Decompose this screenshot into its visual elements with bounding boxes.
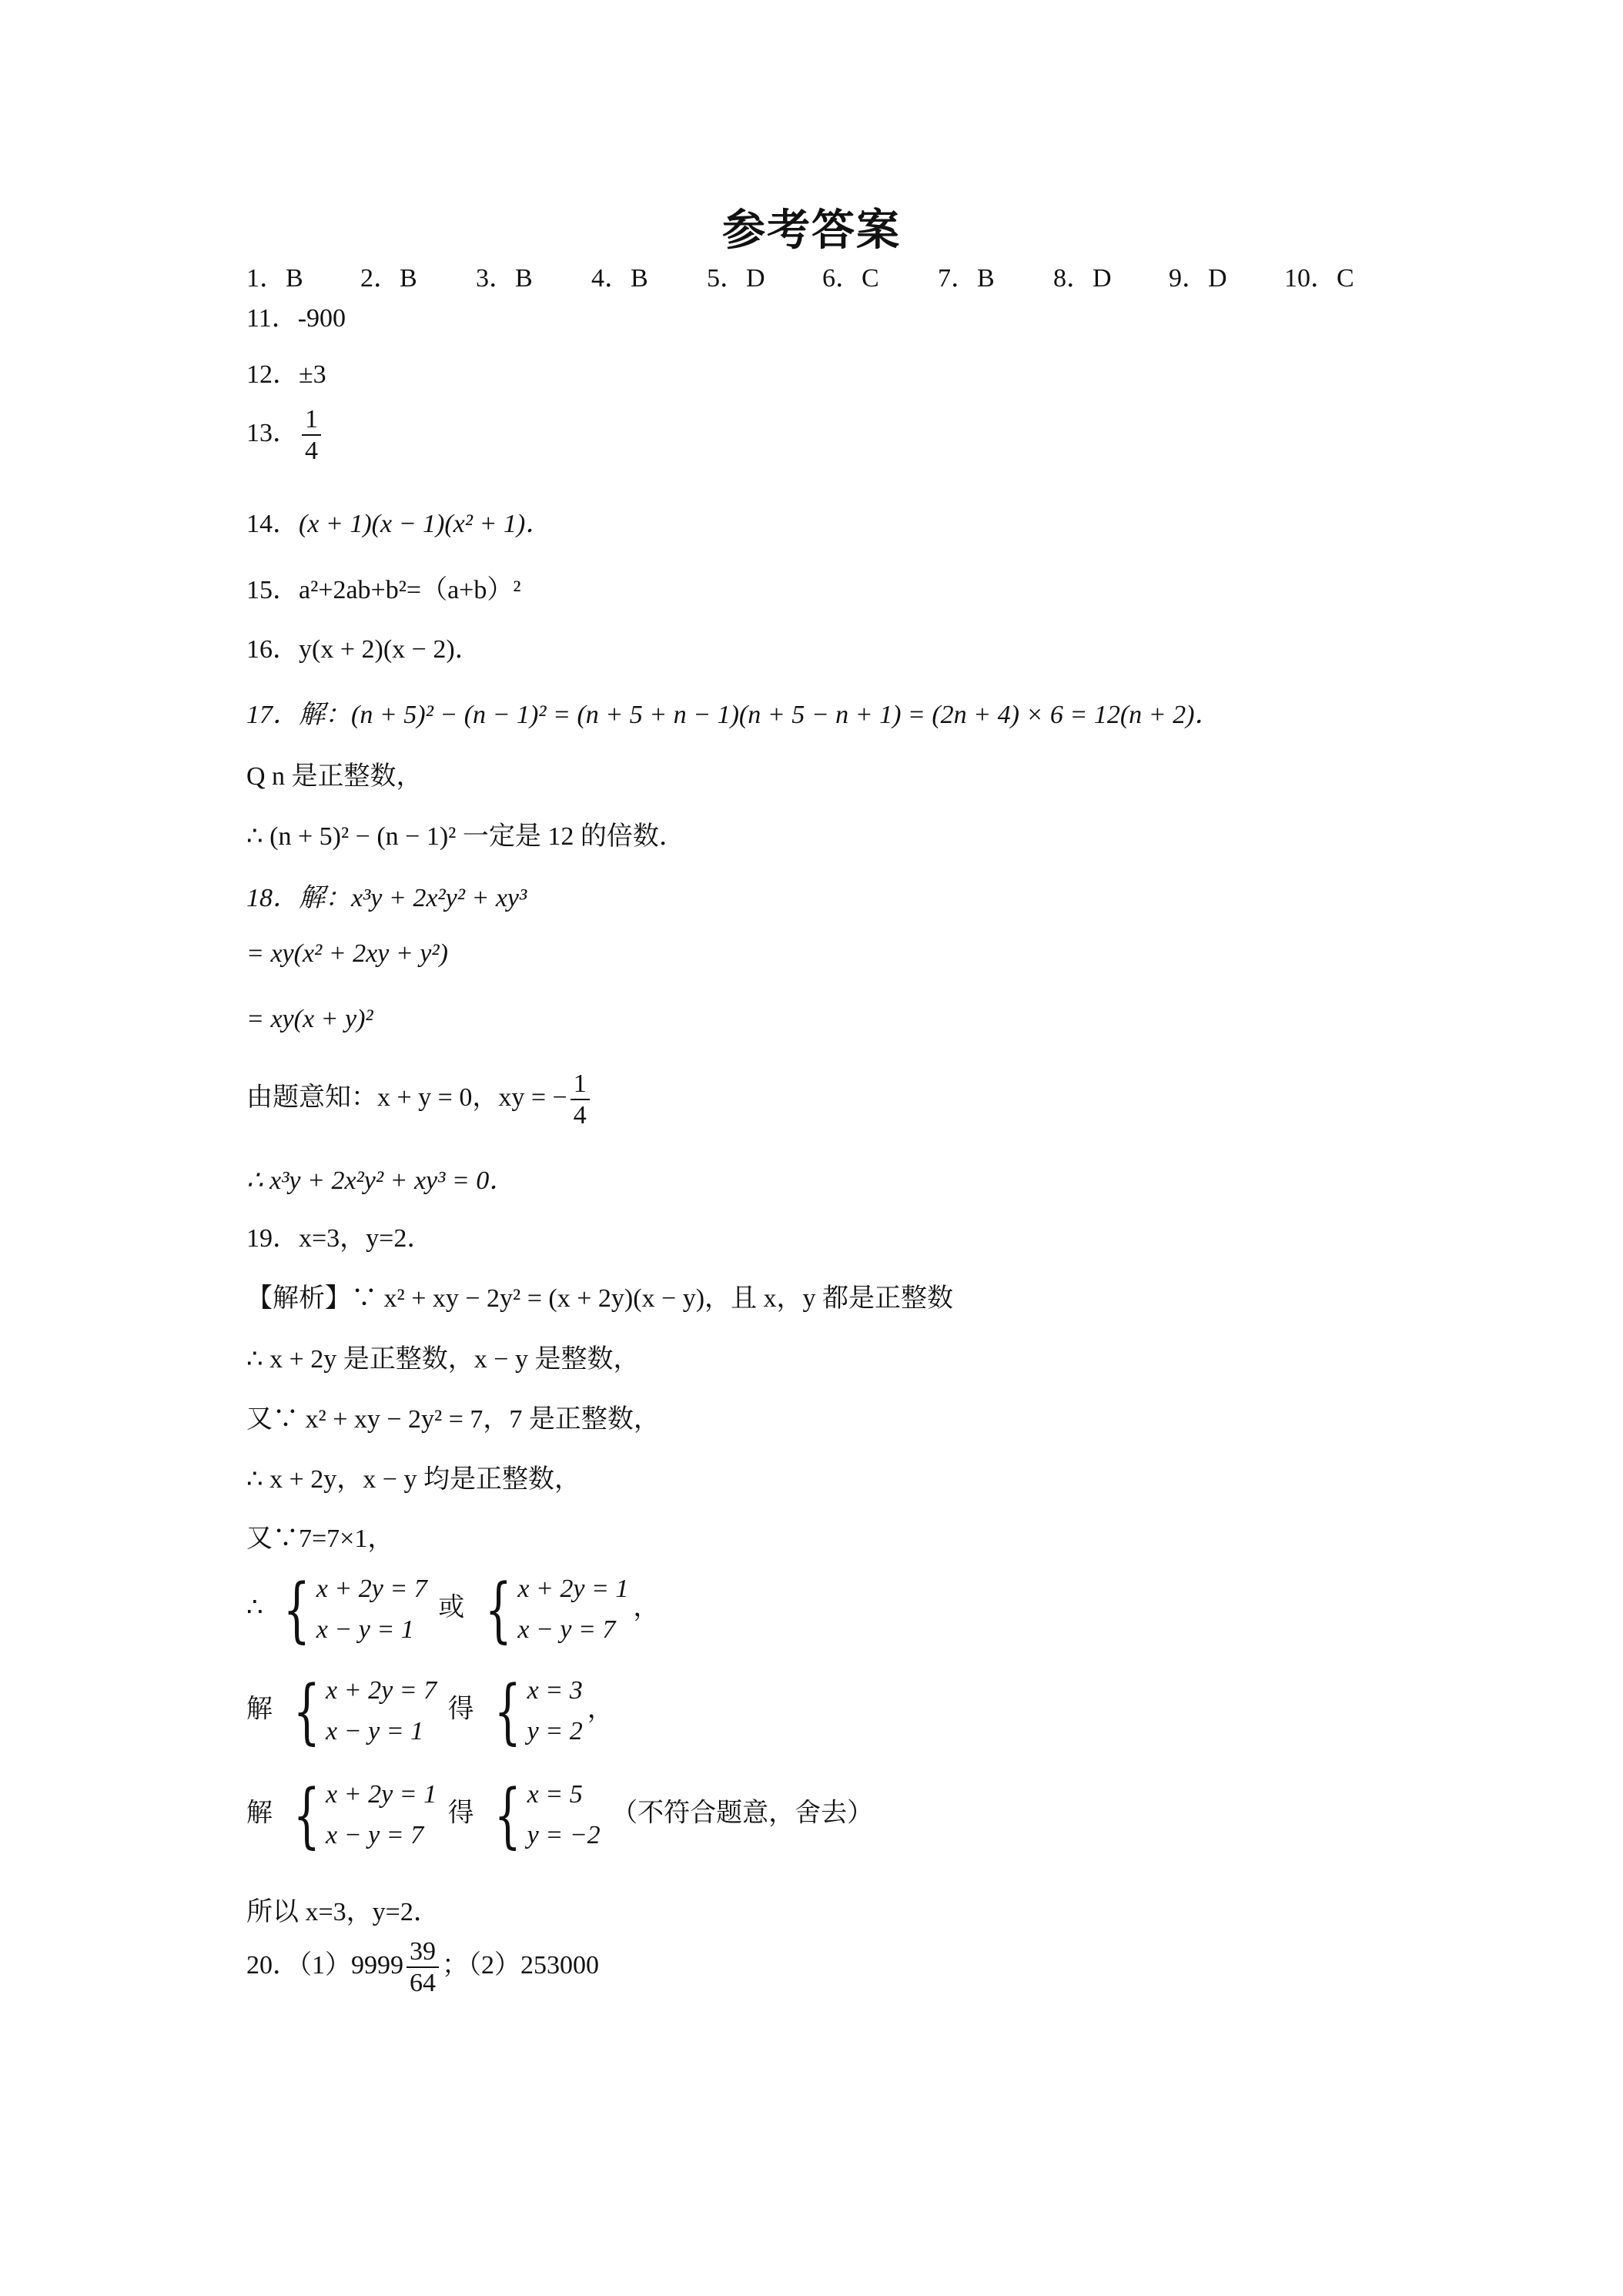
choice-5: 5．D — [707, 264, 765, 293]
answer-19-system-3: 解 { x + 2y = 1 x − y = 7 得 { x = 5 y = −2 （不符合题意，舍去） — [246, 1773, 874, 1856]
answer-16: 16．y(x + 2)(x − 2)． — [246, 635, 481, 664]
equation-system: { x = 3 y = 2 — [494, 1669, 583, 1752]
answer-18-line-3: = xy(x + y)² — [246, 1005, 373, 1033]
answer-19-line-5: ∴ x + 2y，x − y 均是正整数， — [246, 1465, 581, 1494]
choice-9: 9．D — [1169, 264, 1227, 293]
answer-18-line-5: ∴ x³y + 2x²y² + xy³ = 0． — [246, 1166, 516, 1195]
choice-10: 10．C — [1284, 264, 1354, 293]
answer-18-line-1: 18．解：x³y + 2x²y² + xy³ — [246, 884, 527, 912]
answer-20: 20．（1）9999 $\frac{39}{64}$ ；（2）253000 — [246, 1937, 599, 1998]
answer-19-line-4: 又∵ x² + xy − 2y² = 7，7 是正整数， — [246, 1405, 660, 1434]
answer-17-line-2: Q n 是正整数， — [246, 762, 423, 791]
answer-18-line-4: 由题意知：x + y = 0，xy = − $\frac{1}{4}$ — [246, 1069, 593, 1130]
choice-6: 6．C — [822, 264, 879, 293]
choice-1: 1．B — [246, 264, 303, 293]
choice-3: 3．B — [476, 264, 533, 293]
answer-15: 15．a²+2ab+b²=（a+b）² — [246, 576, 521, 604]
answer-19-system-1: ∴ { x + 2y = 7 x − y = 1 或 { x + 2y = 1 x − y = 7 ， — [246, 1568, 660, 1651]
equation-system: { x = 5 y = −2 — [494, 1773, 601, 1856]
answer-17-line-3: ∴ (n + 5)² − (n − 1)² 一定是 12 的倍数． — [246, 822, 685, 851]
equation-system: { x + 2y = 1 x − y = 7 — [293, 1773, 437, 1856]
answer-13: 13． $\frac{1}{4}$ — [246, 404, 324, 466]
page-title: 参考答案 — [722, 206, 901, 256]
equation-system: { x + 2y = 1 x − y = 7 — [484, 1568, 629, 1651]
answer-19-final: 所以 x=3，y=2． — [246, 1898, 440, 1926]
equation-system: { x + 2y = 7 x − y = 1 — [283, 1568, 427, 1651]
answer-18-line-2: = xy(x² + 2xy + y²) — [246, 939, 448, 968]
answer-19-line-2: 【解析】∵ x² + xy − 2y² = (x + 2y)(x − y)，且 x，y 都是正整数 — [246, 1284, 954, 1313]
choice-8: 8．D — [1053, 264, 1112, 293]
answer-17-line-1: 17．解：(n + 5)² − (n − 1)² = (n + 5 + n − 1)(n + 5 − n + 1) = (2n + 4) × 6 = 12(n + 2)． — [246, 701, 1221, 729]
answer-19-line-1: 19．x=3，y=2． — [246, 1224, 433, 1253]
fraction: $\frac{1}{4}$ — [571, 1069, 590, 1130]
fraction: $\frac{1}{4}$ — [302, 404, 321, 466]
answer-12: 12．±3 — [246, 360, 326, 389]
choice-4: 4．B — [591, 264, 648, 293]
choice-7: 7．B — [938, 264, 995, 293]
choice-2: 2．B — [360, 264, 417, 293]
equation-system: { x + 2y = 7 x − y = 1 — [293, 1669, 437, 1752]
answer-19-line-3: ∴ x + 2y 是正整数，x − y 是整数， — [246, 1345, 640, 1374]
fraction: $\frac{39}{64}$ — [407, 1936, 439, 1998]
answer-11: 11．-900 — [246, 304, 346, 333]
answer-19-line-6: 又∵7=7×1， — [246, 1525, 394, 1553]
answer-19-system-2: 解 { x + 2y = 7 x − y = 1 得 { x = 3 y = 2 ， — [246, 1669, 614, 1752]
answer-14: 14．(x + 1)(x − 1)(x² + 1)． — [246, 510, 552, 538]
